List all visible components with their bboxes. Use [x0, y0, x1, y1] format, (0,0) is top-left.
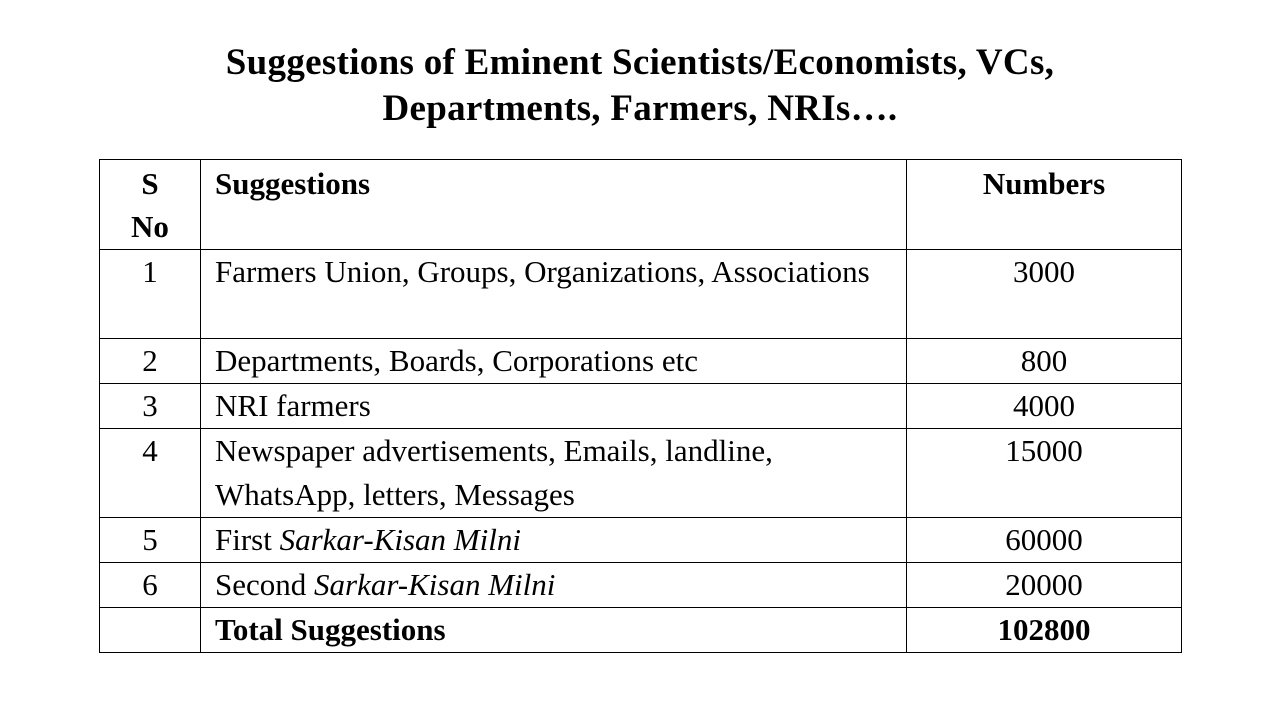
row-number: 20000	[907, 563, 1182, 608]
header-sno-line-1: S	[141, 166, 159, 201]
table-row	[100, 518, 1182, 563]
row-sno: 6	[100, 563, 201, 608]
table-row	[100, 429, 1182, 518]
table-total-row	[100, 608, 1182, 653]
row-number: 3000	[907, 250, 1182, 339]
title-line-1: Suggestions of Eminent Scientists/Economists, VCs,	[225, 42, 1055, 83]
header-numbers: Numbers	[907, 160, 1182, 250]
title-line-2: Departments, Farmers, NRIs….	[382, 88, 898, 129]
header-sno-line-2: No	[131, 209, 169, 244]
row-sno: 2	[100, 339, 201, 384]
row-number: 15000	[907, 429, 1182, 518]
row-sno: 3	[100, 384, 201, 429]
row-sno: 5	[100, 518, 201, 563]
row-suggestion	[201, 563, 907, 608]
row-suggestion-prefix: First	[215, 522, 280, 557]
table-row	[100, 250, 1182, 339]
row-sno: 1	[100, 250, 201, 339]
table-header-row	[100, 160, 1182, 250]
row-number: 4000	[907, 384, 1182, 429]
row-suggestion-italic: Sarkar-Kisan Milni	[314, 567, 556, 602]
row-suggestion: NRI farmers	[201, 384, 907, 429]
row-number: 800	[907, 339, 1182, 384]
total-number: 102800	[907, 608, 1182, 653]
row-suggestion	[201, 518, 907, 563]
total-label: Total Suggestions	[201, 608, 907, 653]
row-suggestion: Departments, Boards, Corporations etc	[201, 339, 907, 384]
row-number: 60000	[907, 518, 1182, 563]
header-suggestions: Suggestions	[201, 160, 907, 250]
table-row	[100, 339, 1182, 384]
table-row	[100, 563, 1182, 608]
row-suggestion-italic: Sarkar-Kisan Milni	[279, 522, 521, 557]
row-sno: 4	[100, 429, 201, 518]
header-sno	[100, 160, 201, 250]
table-row	[100, 384, 1182, 429]
row-suggestion-prefix: Second	[215, 567, 315, 602]
row-suggestion: Farmers Union, Groups, Organizations, Associations	[201, 250, 907, 339]
suggestions-table	[99, 159, 1182, 653]
row-suggestion: Newspaper advertisements, Emails, landline, WhatsApp, letters, Messages	[201, 429, 907, 518]
page-title	[0, 40, 1280, 132]
total-sno-empty	[100, 608, 201, 653]
